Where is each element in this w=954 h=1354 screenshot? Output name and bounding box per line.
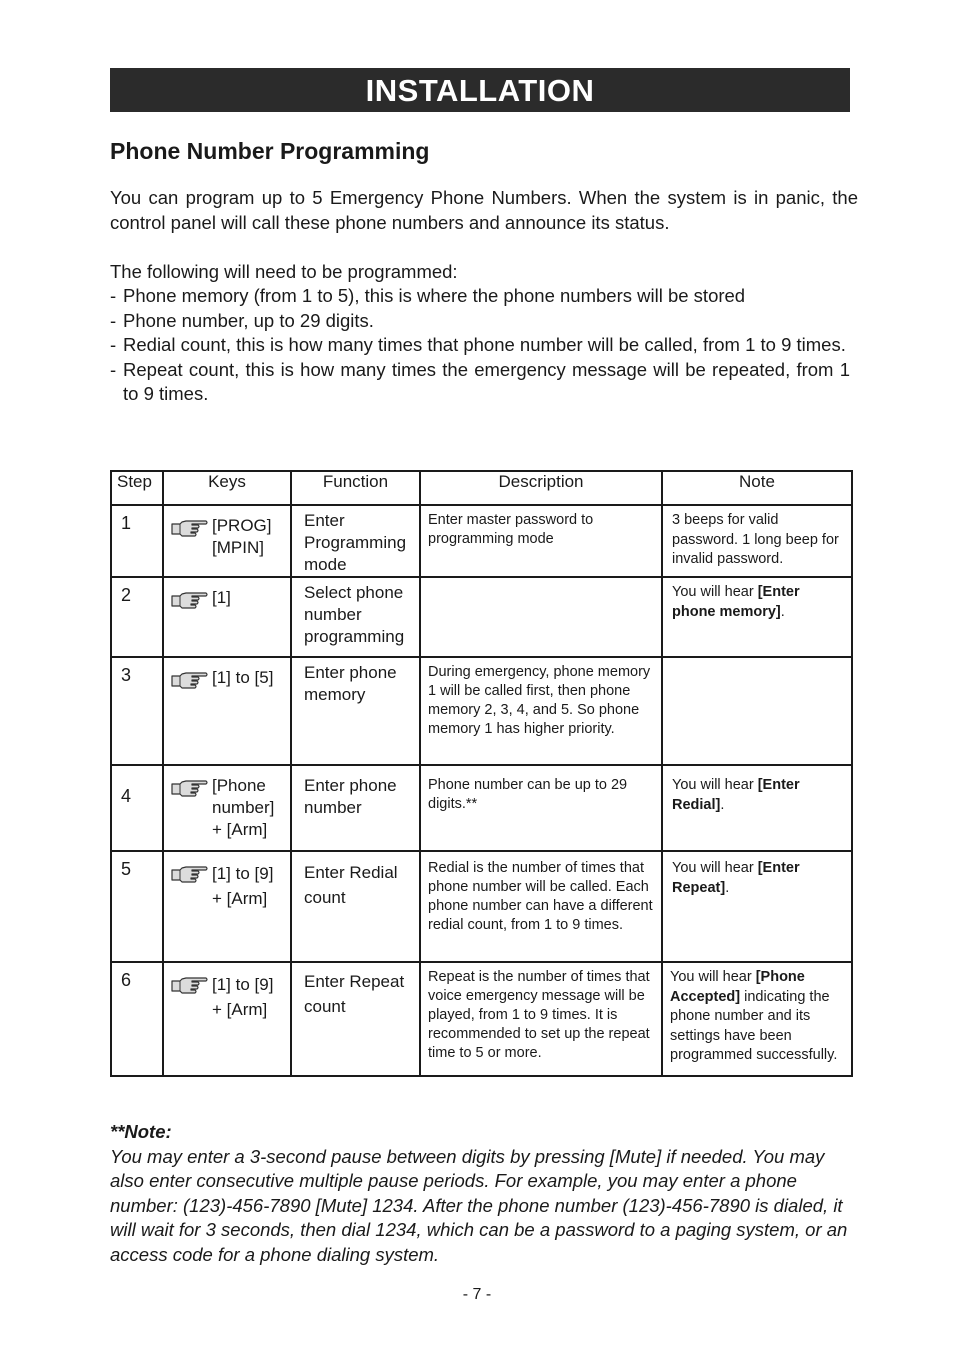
needs-list-item: - Repeat count, this is how many times the emergency message will be repeated, from 1 to 9 times. [110,358,850,404]
column-header-keys: Keys [163,471,291,505]
step-number: 4 [111,765,163,851]
footnote-text: You may enter a 3-second pause between digits by pressing [Mute] if needed. You may also enter consecutive multiple pause periods. For example, you may enter a phone number: (123)-456-7890 [Mute] 1234. After the phone number (123)-456-7890 is dialed, it will wait for 3 seconds, then dial 1234, which can be a password to a paging system, or an access code for a phone dialing system. [110,1145,848,1265]
needs-list [110,284,850,407]
table-row [111,577,852,657]
note-cell [662,657,852,765]
description-cell: Repeat is the number of times that voice emergency message will be played, from 1 to 9 times. It is recommended to set up the repeat time to 5 or more. [420,962,662,1076]
description-cell: During emergency, phone memory 1 will be called first, then phone memory 2, 3, 4, and 5. So phone memory 1 has higher priority. [420,657,662,765]
footnote [110,1120,855,1267]
intro-paragraph: You can program up to 5 Emergency Phone Numbers. When the system is in panic, the control panel will call these phone numbers and announce its status. [110,187,858,233]
step-number: 1 [111,505,163,577]
keys-cell: [1] [163,577,291,657]
pointing-hand-icon [170,863,208,883]
table-header-row [111,471,852,505]
note-cell: You will hear [Enter Redial]. [662,765,852,851]
needs-list-item: - Phone number, up to 29 digits. [110,309,374,331]
table-row [111,962,852,1076]
function-cell: Enter phone number [291,765,420,851]
column-header-step: Step [111,471,163,505]
footnote-title: **Note: [110,1121,172,1142]
column-header-function: Function [291,471,420,505]
description-cell: Enter master password to programming mode [420,505,662,577]
keys-cell: [1] to [9] + [Arm] [163,851,291,962]
keys-cell: [PROG] [MPIN] [163,505,291,577]
page-number: - 7 - [462,1286,492,1303]
section-title: Phone Number Programming [110,138,430,164]
pointing-hand-icon [170,589,208,609]
note-cell: You will hear [Enter Repeat]. [662,851,852,962]
step-number: 5 [111,851,163,962]
table-row [111,851,852,962]
keys-cell: [1] to [5] [163,657,291,765]
table-row [111,657,852,765]
programming-steps-table [110,470,853,1077]
function-cell: Enter Repeat count [291,962,420,1076]
keys-cell: [1] to [9] + [Arm] [163,962,291,1076]
function-cell: Enter Redial count [291,851,420,962]
function-cell: Enter phone memory [291,657,420,765]
table-row [111,765,852,851]
pointing-hand-icon [170,517,208,537]
column-header-note: Note [662,471,852,505]
column-header-description: Description [420,471,662,505]
table-row [111,505,852,577]
keys-cell: [Phone number] + [Arm] [163,765,291,851]
function-cell: Enter Programming mode [291,505,420,577]
needs-heading: The following will need to be programmed: [110,261,458,282]
note-cell: 3 beeps for valid password. 1 long beep for invalid password. [662,505,852,577]
note-cell: You will hear [Enter phone memory]. [662,577,852,657]
pointing-hand-icon [170,777,208,797]
note-cell: You will hear [Phone Accepted] indicating the phone number and its settings have been programmed successfully. [662,962,852,1076]
pointing-hand-icon [170,974,208,994]
pointing-hand-icon [170,669,208,689]
description-cell: Redial is the number of times that phone number will be called. Each phone number can have a different redial count, from 1 to 9 times. [420,851,662,962]
step-number: 6 [111,962,163,1076]
page-header [110,68,850,112]
function-cell: Select phone number programming [291,577,420,657]
description-cell [420,577,662,657]
needs-list-item: - Redial count, this is how many times that phone number will be called, from 1 to 9 times. [110,334,846,355]
step-number: 2 [111,577,163,657]
step-number: 3 [111,657,163,765]
description-cell: Phone number can be up to 29 digits.** [420,765,662,851]
needs-list-item: - Phone memory (from 1 to 5), this is where the phone numbers will be stored [110,285,746,306]
header-title: INSTALLATION [365,73,595,108]
